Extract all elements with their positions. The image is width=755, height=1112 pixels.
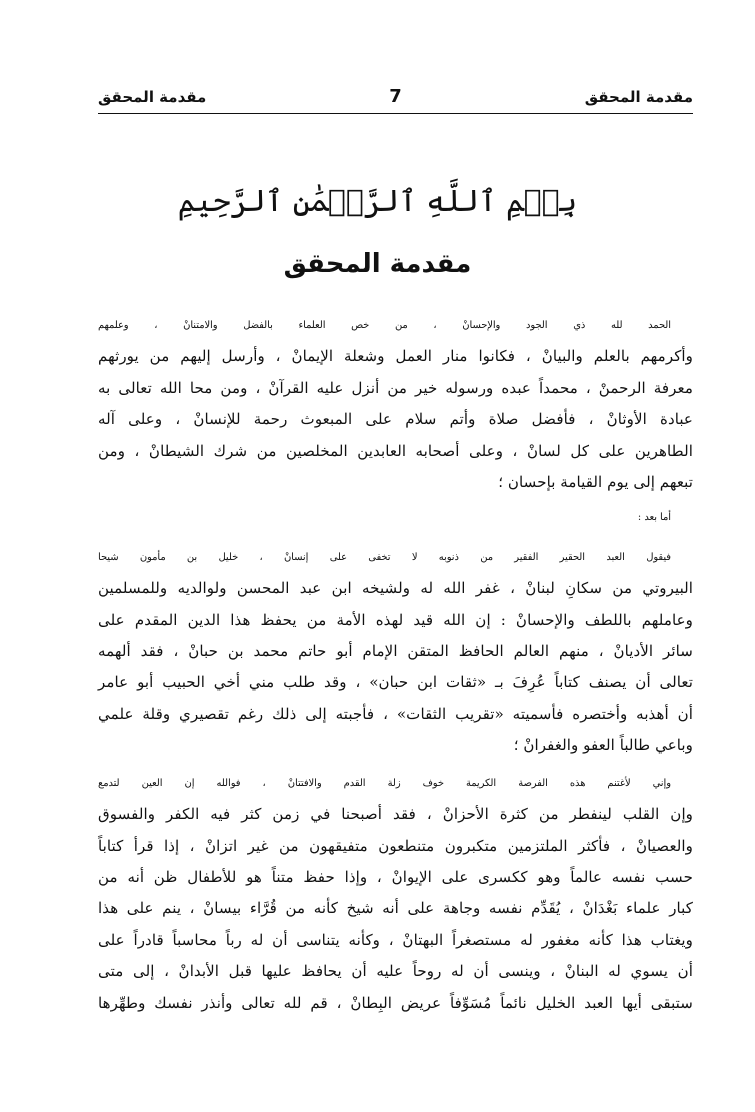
text-line: فيقول العبد الحقير الفقير من ذنوبه لا تخفى على إنسانْ ، خليل بن مأمون شيحا <box>98 551 671 563</box>
text-line: أن أهذبه وأختصره فأسميته «تقريب الثقات» ، فأجبته إلى ذلك رغم تقصيري وقلة علمي <box>98 704 693 723</box>
basmala: بِسۡمِ ٱللَّهِ ٱلرَّحۡمَٰنِ ٱلرَّحِيمِ <box>177 184 578 219</box>
text-line: وعاملهم باللطف والإحسانْ : إن الله قيد لهذه الأمة من يحفظ هذا الدين المقدم على <box>98 610 693 629</box>
page-number: 7 <box>389 86 402 107</box>
text-line: معرفة الرحمنْ ، محمداً عبده ورسوله خير من أنزل عليه القرآنْ ، ومن محا الله تعالى به <box>98 378 693 397</box>
header-title-left: مقدمة المحقق <box>98 88 207 106</box>
text-line: ويغتاب هذا كأنه مغفور له مستصغراً البهتانْ ، وكأنه يتناسى أن له رباً محاسباً قادراً على <box>98 930 693 949</box>
text-line: الحمد لله ذي الجود والإحسانْ ، من خص العلماء بالفضل والامتنانْ ، وعلمهم <box>98 320 671 331</box>
text-line: كبار علماء بَغْدَانْ ، يُقَدِّم نفسه وجاهة على أنه شيخ كأنه من قُرَّاء بيسانْ ، ينم على هذا <box>98 899 693 918</box>
page-title: مقدمة المحقق <box>283 249 472 279</box>
paragraph-author-statement <box>98 542 693 762</box>
text-line: وإن القلب لينفطر من كثرة الأحزانْ ، فقد أصبحنا في زمن كثر فيه الكفر والفسوق <box>98 805 693 824</box>
text-line: حسب نفسه عالماً وهو ككسرى على الإيوانْ ، وإذا حفظ متناً هو للأطفال ظن أنه من <box>98 867 693 886</box>
text-line: الطاهرين على كل لسانْ ، وعلى أصحابه العابدين المخلصين من شرك الشيطانْ ، ومن <box>98 441 693 460</box>
text-line: سائر الأديانْ ، منهم العالم الحافظ المتقن الإمام أبو حاتم محمد بن حبانْ ، فقد ألهمه <box>98 642 693 661</box>
running-header <box>98 86 693 116</box>
text-line: البيروتي من سكانِ لبنانْ ، غفر الله له ولشيخه ابن عبد المحسن ولوالديه وللمسلمين <box>98 579 693 598</box>
text-line: أن يسوي له البنانْ ، وينسى أن له روحاً عليه أن يحافظ عليها قبل الأبدانْ ، إلى متى <box>98 962 693 981</box>
text-line: تبعهم إلى يوم القيامة بإحسان ؛ <box>498 473 693 492</box>
text-line: عبادة الأوثانْ ، فأفضل صلاة وأتم سلام على المبعوث رحمة للإنسانْ ، وعلى آله <box>98 410 693 429</box>
text-line: وإني لأغتنم هذه الفرصة الكريمة خوف زلة القدم والافتتانْ ، فوالله إن العين لتدمع <box>98 777 671 789</box>
body-text <box>98 310 693 1019</box>
text-line: وأكرمهم بالعلم والبيانْ ، فكانوا منار العمل وشعلة الإيمانْ ، وأرسل إليهم من يورثهم <box>98 347 693 366</box>
header-title-right: مقدمة المحقق <box>584 88 693 106</box>
paragraph-opening <box>98 310 693 498</box>
text-line: أما بعد : <box>637 512 671 524</box>
paragraph-amma-baad <box>98 502 693 533</box>
text-line: وباعي طالباً العفو والغفرانْ ؛ <box>513 736 693 755</box>
text-line: ستبقى أيها العبد الخليل نائماً مُسَوِّفاً عريض البِطانْ ، قم لله تعالى وأنذر نفسك وطهِّرها <box>98 993 693 1012</box>
paragraph-exhortation <box>98 768 693 1019</box>
header-rule <box>98 113 693 114</box>
text-line: والعصيانْ ، فأكثر الملتزمين متكبرون متنطعون متفيقهون من غير اتزانْ ، إذا قرأ كتاباً <box>98 836 693 855</box>
text-line: تعالى أن يصنف كتاباً عُرِفَ بـ «ثقات ابن حبان» ، وقد طلب مني أخي الحبيب أبو عامر <box>98 673 693 692</box>
